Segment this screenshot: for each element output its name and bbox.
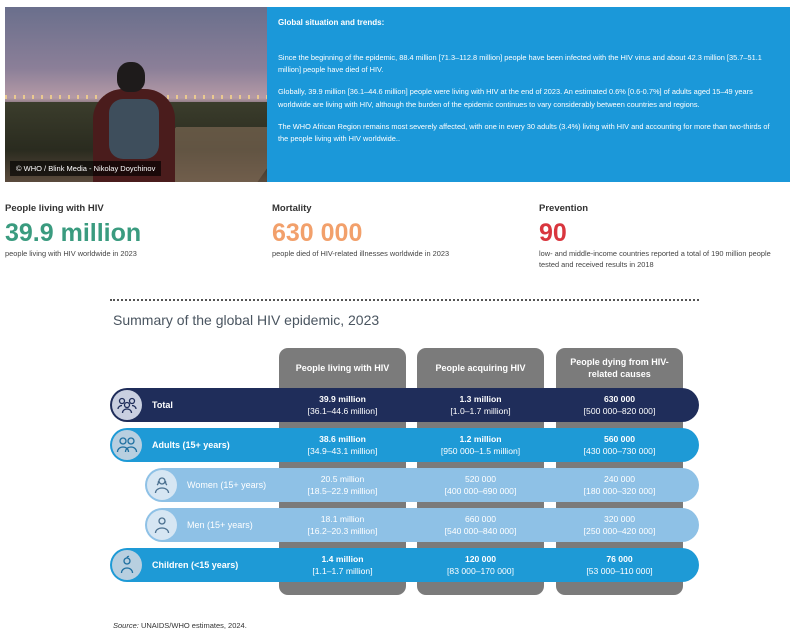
stat-label: Mortality xyxy=(272,203,312,214)
dotted-divider xyxy=(110,299,699,301)
stat-label: People living with HIV xyxy=(5,203,104,214)
child-icon xyxy=(112,550,142,580)
cell-range: [400 000–690 000] xyxy=(444,486,517,496)
summary-cell xyxy=(417,553,544,577)
man-icon xyxy=(147,510,177,540)
summary-cell xyxy=(417,473,544,497)
stat-label: Prevention xyxy=(539,203,589,214)
cell-range: [53 000–110 000] xyxy=(586,566,653,576)
row-label: Adults (15+ years) xyxy=(152,440,230,450)
summary-cell xyxy=(279,473,406,497)
column-header-acquiring: People acquiring HIV xyxy=(435,363,526,373)
cell-estimate: 1.3 million xyxy=(459,394,502,404)
photo-credit: © WHO / Blink Media - Nikolay Doychinov xyxy=(10,161,161,176)
cell-range: [16.2–20.3 million] xyxy=(307,526,378,536)
summary-cell xyxy=(556,513,683,537)
cell-estimate: 1.4 million xyxy=(321,554,364,564)
summary-title: Summary of the global HIV epidemic, 2023 xyxy=(113,312,380,328)
cell-range: [500 000–820 000] xyxy=(583,406,656,416)
column-header-dying: People dying from HIV-related causes xyxy=(570,357,669,379)
cell-range: [36.1–44.6 million] xyxy=(307,406,378,416)
cell-range: [180 000–320 000] xyxy=(583,486,656,496)
column-header-living: People living with HIV xyxy=(295,363,390,373)
summary-cell xyxy=(279,513,406,537)
summary-cell xyxy=(417,513,544,537)
group-people-icon xyxy=(112,390,142,420)
stat-mortality xyxy=(272,203,522,259)
source-text: UNAIDS/WHO estimates, 2024. xyxy=(138,621,247,630)
cell-range: [18.5–22.9 million] xyxy=(307,486,378,496)
stat-description: people living with HIV worldwide in 2023 xyxy=(5,249,137,258)
summary-cell xyxy=(279,553,406,577)
cell-range: [540 000–840 000] xyxy=(444,526,517,536)
stat-description: low- and middle-income countries reported a total of 190 million people tested and received results in 2018 xyxy=(539,249,771,269)
cell-estimate: 560 000 xyxy=(603,434,636,444)
cell-range: [430 000–730 000] xyxy=(583,446,656,456)
row-label: Women (15+ years) xyxy=(187,480,267,490)
summary-cell xyxy=(556,393,683,417)
hero-paragraph-3: The WHO African Region remains most severely affected, with one in every 30 adults (3.4%) living with HIV and accounting for more than two-thirds of the people living with HIV worldwide.. xyxy=(278,121,770,144)
cell-estimate: 39.9 million xyxy=(319,394,366,404)
cell-estimate: 38.6 million xyxy=(319,434,366,444)
two-people-icon xyxy=(112,430,142,460)
cell-estimate: 1.2 million xyxy=(459,434,502,444)
stat-value: 630 000 xyxy=(272,219,363,247)
cell-range: [250 000–420 000] xyxy=(583,526,656,536)
cell-estimate: 660 000 xyxy=(464,514,497,524)
hero-text-panel xyxy=(267,7,790,182)
cell-estimate: 320 000 xyxy=(603,514,636,524)
stat-people-living xyxy=(5,203,255,259)
cell-estimate: 520 000 xyxy=(464,474,497,484)
cell-estimate: 630 000 xyxy=(603,394,636,404)
source-label: Source: xyxy=(113,621,139,630)
woman-icon xyxy=(147,470,177,500)
cell-estimate: 240 000 xyxy=(603,474,636,484)
cell-estimate: 20.5 million xyxy=(320,474,365,484)
summary-cell xyxy=(556,433,683,457)
hero-paragraph-2: Globally, 39.9 million [36.1–44.6 million] people were living with HIV at the end of 2023. An estimated 0.6% [0.6-0.7%] of adults aged 15–49 years worldwide are living with HIV, although the burden of the epidemic continues to vary considerably between countries and regions. xyxy=(278,87,753,109)
cell-estimate: 120 000 xyxy=(464,554,497,564)
stat-value: 39.9 million xyxy=(5,219,142,247)
summary-cell xyxy=(279,393,406,417)
summary-cell xyxy=(556,473,683,497)
hero-heading: Global situation and trends: xyxy=(278,18,385,27)
summary-cell xyxy=(279,433,406,457)
hero-banner xyxy=(5,7,790,182)
summary-cell xyxy=(417,393,544,417)
cell-range: [83 000–170 000] xyxy=(447,566,514,576)
stat-description: people died of HIV-related illnesses worldwide in 2023 xyxy=(272,249,450,258)
stat-prevention xyxy=(539,203,789,270)
cell-range: [1.0–1.7 million] xyxy=(450,406,511,416)
row-label: Children (<15 years) xyxy=(152,560,239,570)
summary-cell xyxy=(556,553,683,577)
cell-range: [1.1–1.7 million] xyxy=(312,566,373,576)
cell-estimate: 76 000 xyxy=(606,554,633,564)
source-note xyxy=(113,621,247,630)
stat-value: 90 xyxy=(539,219,567,247)
row-label: Total xyxy=(152,400,173,410)
cell-estimate: 18.1 million xyxy=(320,514,365,524)
cell-range: [950 000–1.5 million] xyxy=(440,446,521,456)
row-label: Men (15+ years) xyxy=(187,520,253,530)
hero-paragraph-1: Since the beginning of the epidemic, 88.4 million [71.3–112.8 million] people have been infected with the HIV virus and about 42.3 million [35.7–51.1 million] people have died of HIV. xyxy=(278,53,762,75)
cell-range: [34.9–43.1 million] xyxy=(307,446,378,456)
hero-photo xyxy=(5,7,267,182)
summary-cell xyxy=(417,433,544,457)
